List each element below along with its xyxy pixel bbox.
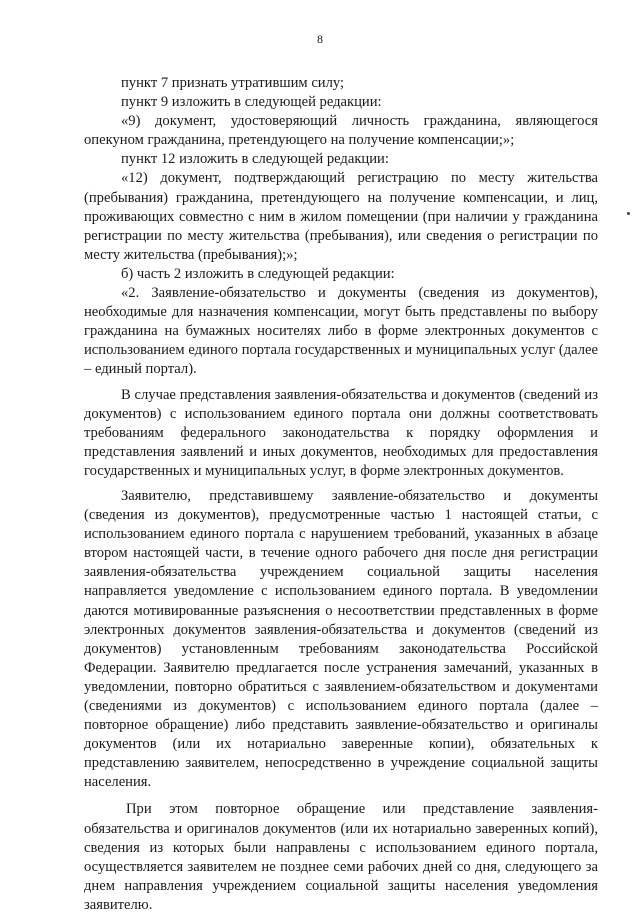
scan-speck — [627, 212, 630, 215]
document-body — [84, 74, 598, 915]
paragraph: пункт 12 изложить в следующей редакции: — [121, 151, 389, 168]
paragraph: При этом повторное обращение или представление заявления-обязательства и оригиналов документов (или их нотариально заверенных копий), сведения из которых были направлены с использованием единого портала, осуществляется заявителем не позднее семи рабочих дней со дня, следующего за днем направления учреждением социальной защиты населения уведомления заявителю. — [84, 801, 598, 913]
paragraph: б) часть 2 изложить в следующей редакции: — [121, 265, 395, 282]
paragraph: пункт 9 изложить в следующей редакции: — [121, 94, 382, 111]
paragraph: «9) документ, удостоверяющий личность гражданина, являющегося опекуном гражданина, претендующего на получение компенсации;»; — [84, 113, 598, 149]
paragraph: В случае представления заявления-обязательства и документов (сведений из документов) с использованием единого портала они должны соответствовать требованиям федерального законодательства к порядку оформления и представления заявлений и иных документов, необходимых для предоставления государственных и муниципальных услуг, в форме электронных документов. — [84, 386, 598, 479]
paragraph: «12) документ, подтверждающий регистрацию по месту жительства (пребывания) гражданина, претендующего на получение компенсации, и лиц, проживающих совместно с ним в жилом помещении (при наличии у гражданина регистрации по месту жительства (пребывания), или сведения о регистрации по месту жительства (пребывания);»; — [84, 170, 598, 263]
paragraph: пункт 7 признать утратившим силу; — [121, 75, 345, 91]
page-number: 8 — [317, 32, 323, 46]
paragraph: Заявителю, представившему заявление-обязательство и документы (сведения из документов), предусмотренные частью 1 настоящей статьи, с использованием единого портала с нарушением требований, указанных в абзаце втором настоящей части, в течение одного рабочего дня после дня регистрации заявления-обязательства учреждением социальной защиты населения направляется уведомление с использованием единого портала. В уведомлении даются мотивированные разъяснения о несоответствии представленных в форме электронных документов заявления-обязательства и документов (сведений из документов) установленным требованиям законодательства Российской Федерации. Заявителю предлагается после устранения замечаний, указанных в уведомлении, повторно обратиться с заявлением-обязательством и документами (сведениями из документов) с использованием единого портала (далее – повторное обращение) либо представить заявление-обязательство и оригиналы документов (или их нотариально заверенные копии), обязательных к представлению заявителем, непосредственно в учреждение социальной защиты населения. — [84, 487, 598, 791]
paragraph: «2. Заявление-обязательство и документы (сведения из документов), необходимые для назначения компенсации, могут быть представлены по выбору гражданина на бумажных носителях либо в форме электронных документов с использованием единого портала государственных и муниципальных услуг (далее – единый портал). — [84, 285, 598, 378]
